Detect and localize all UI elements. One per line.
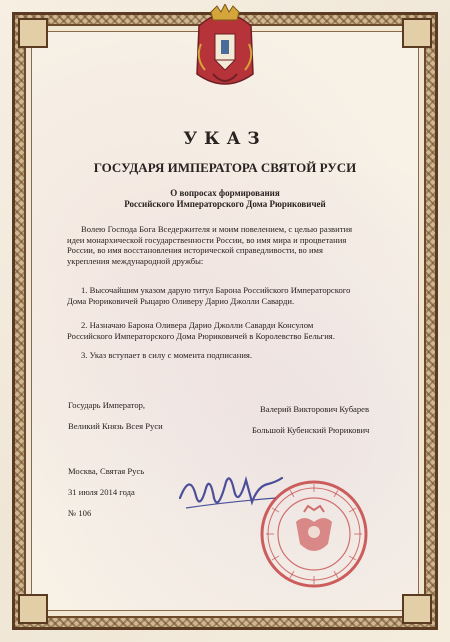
intro-line: идеи монархической государственности России, во имя мира и процветания bbox=[67, 234, 347, 245]
signatory-title: Великий Князь Всея Руси bbox=[68, 421, 163, 431]
item-line: 1. Высочайшим указом дарую титул Барона Российского Императорского bbox=[81, 285, 351, 295]
decree-item-1 bbox=[67, 285, 397, 306]
signatory-name: Валерий Викторович Кубарев bbox=[260, 404, 370, 414]
corner-ornament bbox=[402, 594, 432, 624]
document-date: 31 июля 2014 года bbox=[68, 487, 135, 497]
document-number: № 106 bbox=[68, 508, 92, 518]
official-seal bbox=[258, 478, 370, 590]
corner-ornament bbox=[402, 18, 432, 48]
item-line: Российского Императорского Дома Рюриковичей в Королевство Бельгия. bbox=[67, 330, 335, 341]
intro-line: Волею Господа Бога Вседержителя и моим повелением, с целью развития bbox=[81, 224, 353, 234]
topic-line: Российского Императорского Дома Рюриковичей bbox=[124, 199, 326, 209]
item-line: 3. Указ вступает в силу с момента подписания. bbox=[81, 350, 253, 360]
decree-item-3 bbox=[67, 350, 397, 361]
topic-line: О вопросах формирования bbox=[170, 188, 280, 198]
intro-line: России, во имя восстановления исторической справедливости, во имя bbox=[67, 245, 323, 256]
intro-paragraph bbox=[67, 224, 397, 266]
document-title: УКАЗ bbox=[183, 129, 267, 149]
item-line: Дома Рюриковичей Рыцарю Оливеру Дарио Джолли Саварди. bbox=[67, 295, 295, 306]
decree-item-2 bbox=[67, 320, 397, 341]
corner-ornament bbox=[18, 594, 48, 624]
item-line: 2. Назначаю Барона Оливера Дарио Джолли Саварди Консулом bbox=[81, 320, 314, 330]
coat-of-arms-emblem bbox=[193, 4, 257, 96]
document-place: Москва, Святая Русь bbox=[68, 466, 145, 476]
document-topic bbox=[0, 188, 450, 210]
corner-ornament bbox=[18, 18, 48, 48]
intro-line: укрепления международной дружбы: bbox=[67, 255, 204, 266]
document-subtitle: ГОСУДАРЯ ИМПЕРАТОРА СВЯТОЙ РУСИ bbox=[93, 160, 357, 175]
signatory-name: Большой Кубенский Рюрикович bbox=[252, 425, 370, 435]
signatory-title: Государь Император, bbox=[68, 400, 146, 410]
